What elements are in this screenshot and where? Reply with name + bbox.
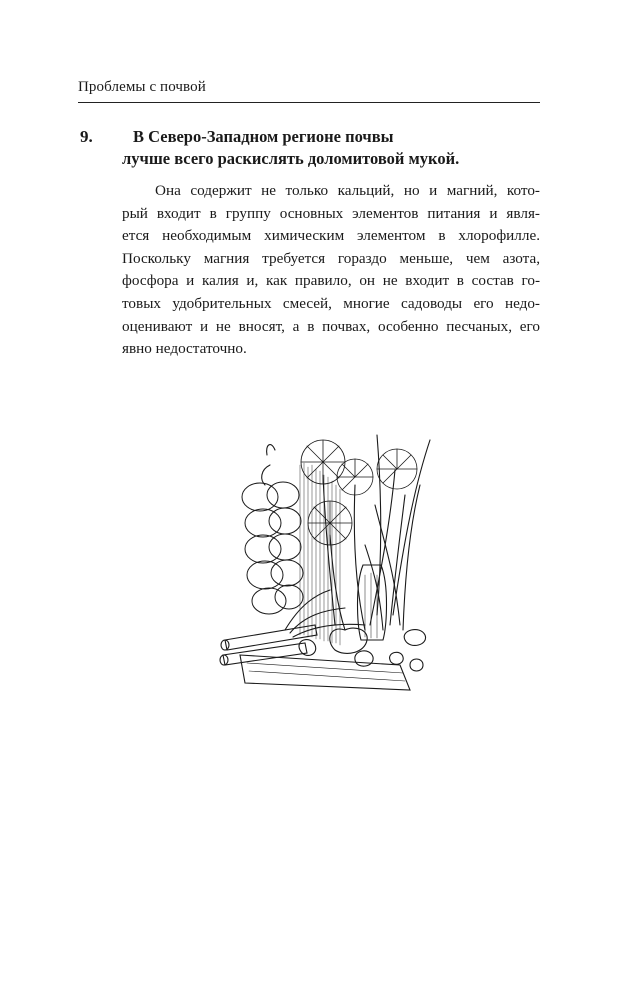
- paragraph-line: оценивают и не вносят, а в почвах, особенно песчаных, его: [122, 317, 540, 335]
- paragraph-line: ется необходимым химическим элементом в хлорофилле.: [122, 227, 540, 245]
- paragraph-line: рый входит в группу основных элементов питания и явля-: [122, 204, 540, 222]
- paragraph-line: Она содержит не только кальций, но и магний, кото-: [155, 182, 540, 199]
- header-rule: [78, 102, 540, 103]
- item-number: 9.: [80, 127, 93, 146]
- paragraph-line: товых удобрительных смесей, многие садоводы его недо-: [122, 294, 540, 312]
- body-paragraph: [122, 180, 540, 361]
- item-heading-line-1: В Северо-Западном регионе почвы: [133, 127, 394, 146]
- running-head: Проблемы с почвой: [78, 79, 206, 95]
- paragraph-line: явно недостаточно.: [122, 340, 247, 358]
- item-heading: [122, 126, 533, 170]
- paragraph-line: Поскольку магния требуется гораздо меньше, чем азота,: [122, 249, 540, 267]
- garlic-onion-illustration: [205, 425, 445, 700]
- paragraph-line: фосфора и калия и, как правило, он не входит в состав го-: [122, 272, 540, 290]
- item-heading-line-2: лучше всего раскислять доломитовой мукой.: [122, 149, 460, 168]
